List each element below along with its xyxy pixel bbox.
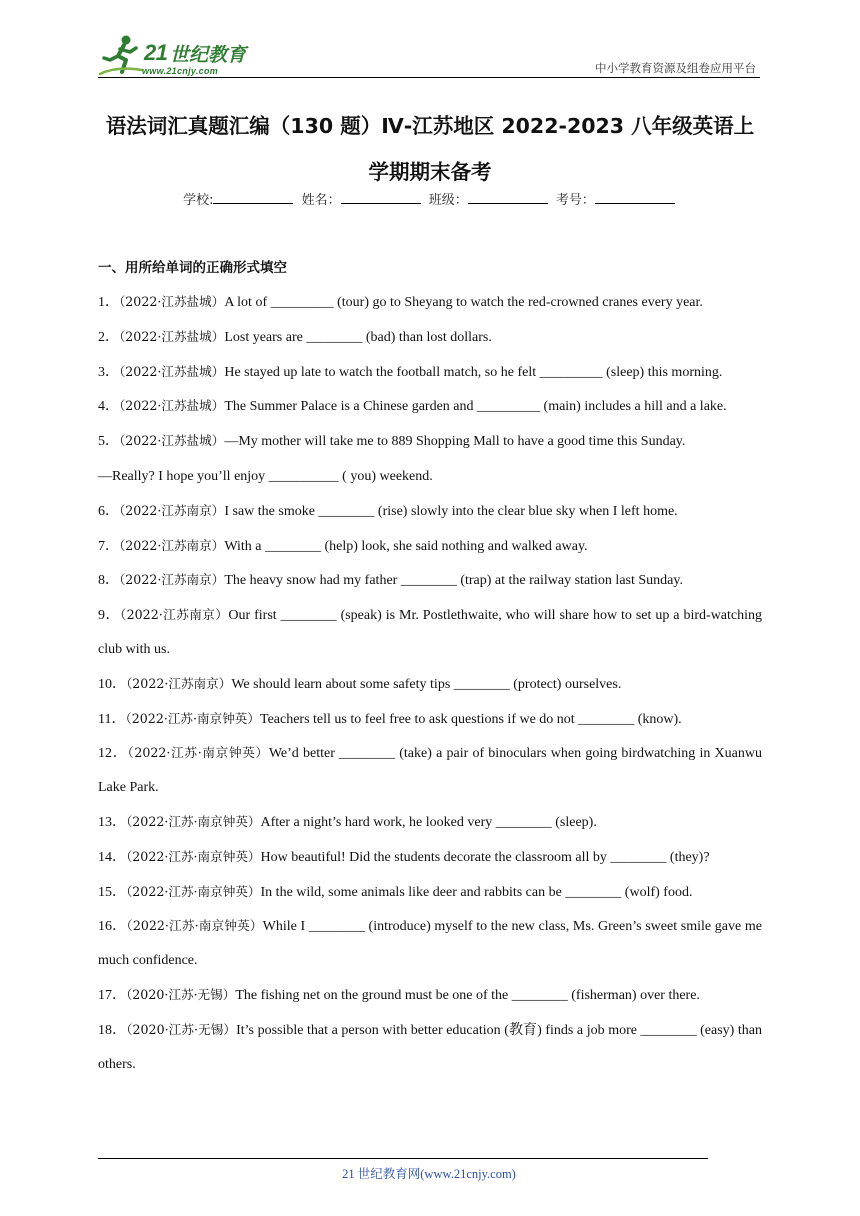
question-number: 12． — [98, 746, 128, 762]
question-item — [98, 285, 762, 320]
question-text: —My mother will take me to 889 Shopping Mall to have a good time this Sunday. — [224, 434, 686, 450]
question-item — [98, 840, 762, 875]
question-number: 2． — [98, 329, 119, 345]
question-text: —Really? I hope you’ll enjoy __________ ( you) weekend. — [98, 468, 433, 484]
question-item — [98, 702, 762, 737]
question-text: The Summer Palace is a Chinese garden and _________ (main) includes a hill and a lake. — [224, 399, 727, 415]
question-number: 9． — [98, 608, 120, 624]
question-text: Our first ________ (speak) is Mr. Postlethwaite, who will share how to set up a bird-watching club with us. — [98, 608, 763, 657]
info-blank — [213, 191, 293, 204]
runner-logo-icon — [98, 34, 144, 76]
question-item — [98, 389, 762, 424]
footer-divider — [98, 1158, 708, 1159]
question-item — [98, 598, 762, 667]
question-number: 10． — [98, 676, 126, 692]
header-divider — [98, 77, 760, 78]
info-blank — [468, 191, 548, 204]
document-title: 语法词汇真题汇编（130 题）Ⅳ-江苏地区 2022-2023 八年级英语上学期期末备考 — [105, 114, 755, 184]
question-item — [98, 424, 762, 459]
info-field-name — [302, 189, 423, 208]
logo-name: 世纪教育 — [170, 44, 247, 66]
question-item — [98, 355, 762, 390]
question-source: （2022·江苏·南京钟英） — [126, 848, 261, 864]
info-field-exam-no — [556, 189, 677, 208]
question-item — [98, 805, 762, 840]
question-number: 16． — [98, 919, 127, 935]
question-source: （2022·江苏·南京钟英） — [127, 745, 269, 761]
question-source: （2022·江苏南京） — [119, 502, 225, 518]
question-source: （2020·江苏·无锡） — [126, 1021, 237, 1037]
question-text: Teachers tell us to feel free to ask questions if we do not ________ (know). — [260, 711, 682, 727]
question-text: How beautiful! Did the students decorate the classroom all by ________ (they)? — [260, 849, 710, 865]
question-text: We should learn about some safety tips ________ (protect) ourselves. — [231, 676, 622, 692]
question-text: With a ________ (help) look, she said nothing and walked away. — [224, 538, 588, 554]
logo-number: 21 — [144, 40, 168, 65]
question-number: 5． — [98, 434, 119, 450]
info-blank — [341, 191, 421, 204]
question-item — [98, 667, 762, 702]
question-source: （2022·江苏·南京钟英） — [126, 813, 261, 829]
question-number: 3． — [98, 364, 119, 380]
question-text: Lost years are ________ (bad) than lost dollars. — [224, 329, 492, 345]
footer-site-link[interactable]: 21 世纪教育网(www.21cnjy.com) — [342, 1167, 516, 1181]
question-number: 8． — [98, 573, 119, 589]
question-number: 17． — [98, 987, 126, 1003]
question-text: We’d better ________ (take) a pair of binoculars when going birdwatching in Xuanwu Lake Park. — [98, 746, 762, 796]
info-label: 学校: — [183, 193, 214, 208]
info-field-class — [429, 189, 550, 208]
question-source: （2022·江苏南京） — [119, 537, 225, 553]
question-item — [98, 459, 762, 494]
info-field-school — [183, 189, 295, 208]
question-source: （2022·江苏·南京钟英） — [126, 918, 263, 934]
question-source: （2022·江苏盐城） — [119, 294, 225, 309]
question-item — [98, 494, 762, 529]
site-logo[interactable] — [98, 34, 258, 78]
question-text: After a night’s hard work, he looked very ________ (sleep). — [260, 814, 597, 830]
question-item — [98, 320, 762, 355]
question-source: （2022·江苏盐城） — [119, 363, 225, 379]
question-list — [98, 285, 762, 1081]
info-blank — [595, 191, 675, 204]
question-number: 4． — [98, 399, 119, 415]
section-heading: 一、用所给单词的正确形式填空 — [98, 260, 287, 276]
info-label: 班级： — [428, 193, 468, 208]
question-number: 7． — [98, 538, 119, 554]
question-source: （2022·江苏南京） — [126, 675, 232, 691]
question-source: （2022·江苏盐城） — [119, 398, 225, 414]
question-item — [98, 1013, 762, 1082]
question-source: （2022·江苏·南京钟英） — [126, 883, 261, 899]
question-number: 15． — [98, 884, 126, 900]
question-number: 18． — [98, 1022, 127, 1038]
question-number: 13． — [98, 814, 126, 830]
question-item — [98, 909, 762, 978]
question-number: 11． — [98, 711, 126, 727]
question-text: I saw the smoke ________ (rise) slowly into the clear blue sky when I left home. — [224, 503, 678, 519]
question-source: （2020·江苏·无锡） — [126, 986, 236, 1002]
info-label: 考号： — [555, 193, 595, 208]
question-number: 6． — [98, 503, 119, 519]
question-text: While I ________ (introduce) myself to the new class, Ms. Green’s sweet smile gave me much confidence. — [98, 919, 762, 969]
logo-url: www.21cnjy.com — [142, 66, 219, 76]
question-source: （2022·江苏南京） — [119, 607, 229, 623]
info-label: 姓名： — [301, 193, 341, 208]
question-text: He stayed up late to watch the football match, so he felt _________ (sleep) this morning. — [224, 364, 723, 380]
question-source: （2022·江苏南京） — [119, 572, 225, 588]
question-source: （2022·江苏·南京钟英） — [125, 710, 260, 726]
question-item — [98, 563, 762, 598]
question-item — [98, 529, 762, 564]
question-source: （2022·江苏盐城） — [119, 328, 225, 344]
header-platform-text: 中小学教育资源及组卷应用平台 — [595, 61, 756, 75]
question-number: 1． — [98, 295, 119, 310]
question-number: 14． — [98, 849, 126, 865]
question-text: In the wild, some animals like deer and rabbits can be ________ (wolf) food. — [260, 884, 693, 900]
question-source: （2022·江苏盐城） — [119, 433, 225, 449]
question-text: The fishing net on the ground must be one of the ________ (fisherman) over there. — [235, 987, 700, 1003]
question-item — [98, 875, 762, 910]
question-item — [98, 736, 762, 805]
question-item — [98, 978, 762, 1013]
student-info-row — [98, 189, 762, 208]
page-header — [98, 30, 760, 78]
question-text: The heavy snow had my father ________ (trap) at the railway station last Sunday. — [224, 573, 683, 589]
question-text: It’s possible that a person with better education (教育) finds a job more ________ (easy) than others. — [98, 1022, 762, 1072]
question-text: A lot of _________ (tour) go to Sheyang to watch the red-crowned cranes every year. — [224, 295, 703, 310]
